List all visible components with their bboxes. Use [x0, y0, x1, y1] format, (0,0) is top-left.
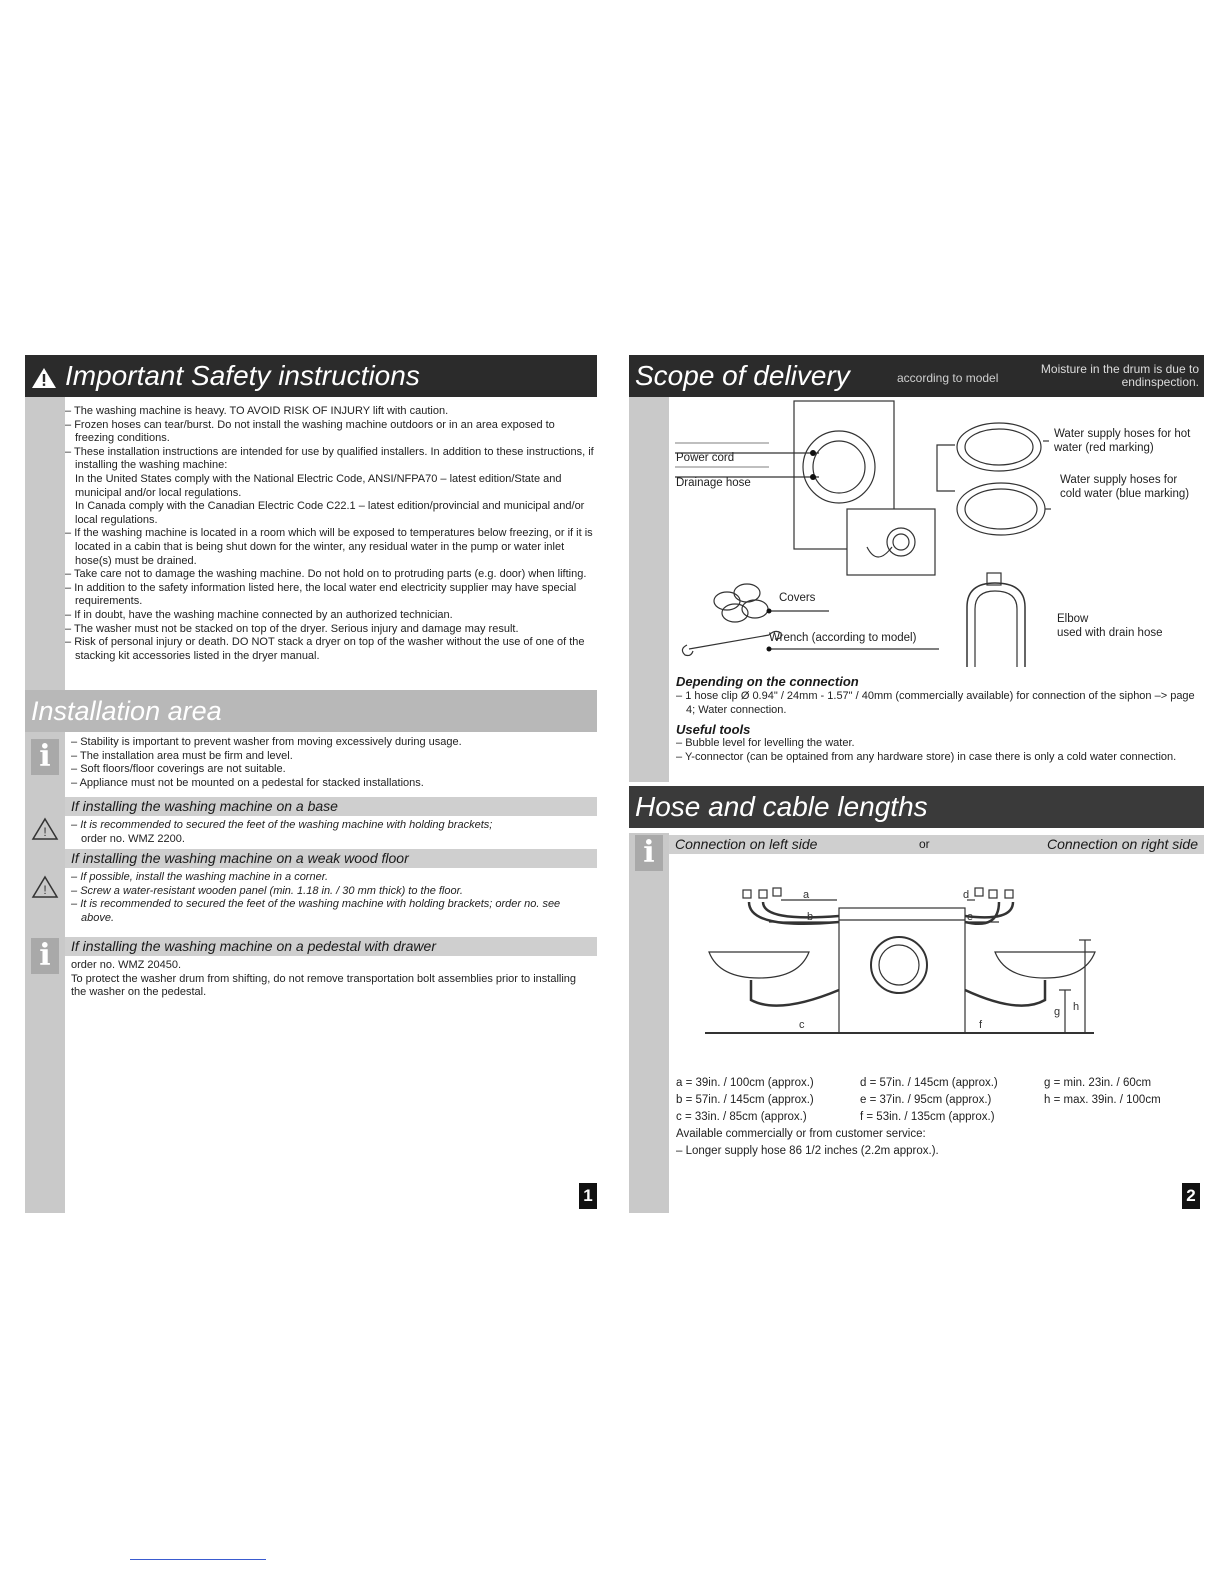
base-subheader: If installing the washing machine on a base	[65, 797, 597, 816]
pedestal-line2: To protect the washer drum from shifting, do not remove transportation bolt assemblies prior to installing the washer on the pedestal.	[71, 972, 577, 999]
safety-header	[25, 355, 597, 397]
elbow-label: Elbow	[1057, 613, 1089, 625]
safety-item: – In addition to the safety information listed here, the local water end electricity supplier may have special requirements.	[65, 582, 595, 609]
installation-list	[71, 736, 591, 790]
safety-item: In the United States comply with the National Electric Code, ANSI/NFPA70 – latest edition/State and municipal and/or local regulations.	[75, 472, 562, 499]
connection-side-bar	[669, 835, 1204, 854]
wood-item: – If possible, install the washing machine in a corner.	[71, 871, 591, 885]
wood-item: – It is recommended to secured the feet of the washing machine with holding brackets; order no. see above.	[71, 898, 591, 925]
page-left	[25, 355, 597, 1213]
tools-item: – Y-connector (can be optained from any hardware store) in case there is only a cold water connection.	[676, 751, 1196, 765]
left-sidebar-band-top	[25, 397, 65, 685]
footer-link-line	[130, 1559, 266, 1560]
safety-item: – If the washing machine is located in a room which will be exposed to temperatures below freezing, or if it is located in a cabin that is being shut down for the winter, any residual water in the pump or water inlet hose(s) must be drained.	[65, 527, 595, 568]
washer-front	[839, 908, 965, 1033]
right-sidebar-band-lower	[629, 833, 669, 1213]
wood-subheader: If installing the washing machine on a weak wood floor	[65, 849, 597, 868]
wood-list	[71, 871, 591, 925]
dim-letter-c: c	[799, 1019, 805, 1031]
info-icon: i	[31, 739, 59, 775]
safety-item: – The washing machine is heavy. TO AVOID RISK OF INJURY lift with caution.	[65, 405, 595, 419]
longer-hose-text: – Longer supply hose 86 1/2 inches (2.2m approx.).	[676, 1145, 939, 1157]
left-side-label: Connection on left side	[675, 836, 818, 852]
installation-item: – The installation area must be firm and level.	[71, 750, 591, 764]
pedestal-subheader: If installing the washing machine on a pedestal with drawer	[65, 937, 597, 956]
tools-title: Useful tools	[676, 722, 751, 737]
safety-item: – Frozen hoses can tear/burst. Do not install the washing machine outdoors or in an area exposed to freezing conditions.	[65, 419, 595, 446]
installation-item: – Soft floors/floor coverings are not suitable.	[71, 763, 591, 777]
scope-note: Moisture in the drum is due to endinspection.	[1040, 362, 1199, 389]
scope-title: Scope of delivery	[635, 360, 850, 391]
hose-diagram	[699, 860, 1119, 1050]
scope-header	[629, 355, 1204, 397]
available-text: Available commercially or from customer service:	[676, 1128, 926, 1140]
installation-item: – Stability is important to prevent washer from moving excessively during usage.	[71, 736, 591, 750]
dim-letter-e: e	[967, 911, 974, 923]
base-line1: – It is recommended to secured the feet of the washing machine with holding brackets;	[71, 819, 493, 831]
dim-letter-g: g	[1054, 1006, 1061, 1018]
connection-item: – 1 hose clip Ø 0.94" / 24mm - 1.57" / 40mm (commercially available) for connection of the siphon –> page 4; Water connection.	[676, 690, 1196, 717]
connection-title: Depending on the connection	[676, 674, 859, 689]
dim-letter-f: f	[979, 1019, 983, 1031]
tools-list	[676, 737, 1196, 764]
right-sink	[995, 952, 1095, 978]
covers-drawing	[714, 592, 740, 610]
dim-letter-h: h	[1073, 1001, 1080, 1013]
caution-icon	[31, 817, 59, 841]
left-sink	[709, 952, 809, 978]
page-number: 1	[579, 1183, 597, 1209]
page-right	[629, 355, 1204, 1213]
covers-label: Covers	[779, 592, 816, 604]
inset-drawing	[847, 509, 935, 575]
warning-icon	[31, 366, 57, 390]
safety-item: – The washer must not be stacked on top of the dryer. Serious injury and damage may result.	[65, 623, 595, 637]
connection-list	[676, 690, 1196, 717]
caution-icon	[31, 875, 59, 899]
safety-item: – If in doubt, have the washing machine connected by an authorized technician.	[65, 609, 595, 623]
dim-letter-a: a	[803, 889, 810, 901]
safety-list	[65, 405, 595, 663]
cold-hoses-label: Water supply hoses for cold water (blue marking)	[1060, 474, 1190, 500]
info-icon: i	[31, 938, 59, 974]
base-line2: order no. WMZ 2200.	[81, 832, 185, 845]
installation-item: – Appliance must not be mounted on a pedestal for stacked installations.	[71, 777, 591, 791]
safety-item: – These installation instructions are intended for use by qualified installers. In addition to these instructions, if installing the washing machine:	[65, 446, 595, 473]
tools-item: – Bubble level for levelling the water.	[676, 737, 1196, 751]
wood-item: – Screw a water-resistant wooden panel (min. 1.18 in. / 30 mm thick) to the floor.	[71, 885, 591, 899]
cold-hose-drawing	[957, 483, 1045, 535]
drainage-hose-label: Drainage hose	[676, 477, 751, 489]
scope-subtitle: according to model	[897, 371, 999, 385]
measurement-row: c = 33in. / 85cm (approx.) f = 53in. / 135cm (approx.)	[676, 1111, 995, 1123]
svg-text:!: !	[43, 825, 47, 839]
hose-title: Hose and cable lengths	[635, 791, 928, 822]
hot-hoses-label: Water supply hoses for hot water (red marking)	[1054, 428, 1191, 454]
hose-header	[629, 786, 1204, 828]
safety-item: – Risk of personal injury or death. DO NOT stack a dryer on top of the washer without the use of one of the stacking kit accessories listed in the dryer manual.	[65, 636, 595, 663]
pedestal-line1: order no. WMZ 20450.	[71, 959, 182, 971]
safety-item: In Canada comply with the Canadian Electric Code C22.1 – latest edition/provincial and municipal and/or local regulations.	[75, 500, 585, 526]
elbow-use-label: used with drain hose	[1057, 627, 1163, 639]
installation-header	[25, 690, 597, 732]
wrench-label: Wrench (according to model)	[769, 632, 917, 644]
safety-title: Important Safety instructions	[65, 360, 420, 391]
wrench-drawing	[682, 631, 781, 655]
hot-hose-drawing	[957, 423, 1041, 471]
power-cord-label: Power cord	[676, 452, 735, 464]
info-icon: i	[635, 835, 663, 871]
elbow-drawing	[967, 583, 1025, 667]
right-side-label: Connection on right side	[1047, 836, 1198, 852]
pedestal-text	[71, 959, 591, 1000]
dim-letter-d: d	[963, 889, 970, 901]
dim-letter-b: b	[807, 911, 814, 923]
right-sidebar-band	[629, 397, 669, 782]
page-number: 2	[1182, 1183, 1200, 1209]
installation-title: Installation area	[31, 696, 222, 726]
svg-text:!: !	[43, 883, 47, 897]
base-text	[71, 819, 591, 846]
measurement-row: b = 57in. / 145cm (approx.) e = 37in. / 95cm (approx.) h = max. 39in. / 100cm	[676, 1094, 1161, 1106]
measurements-table	[676, 1075, 1196, 1160]
safety-item: – Take care not to damage the washing machine. Do not hold on to protruding parts (e.g. door) when lifting.	[65, 568, 595, 582]
measurement-row: a = 39in. / 100cm (approx.) d = 57in. / 145cm (approx.) g = min. 23in. / 60cm	[676, 1077, 1152, 1089]
or-label: or	[919, 837, 930, 851]
